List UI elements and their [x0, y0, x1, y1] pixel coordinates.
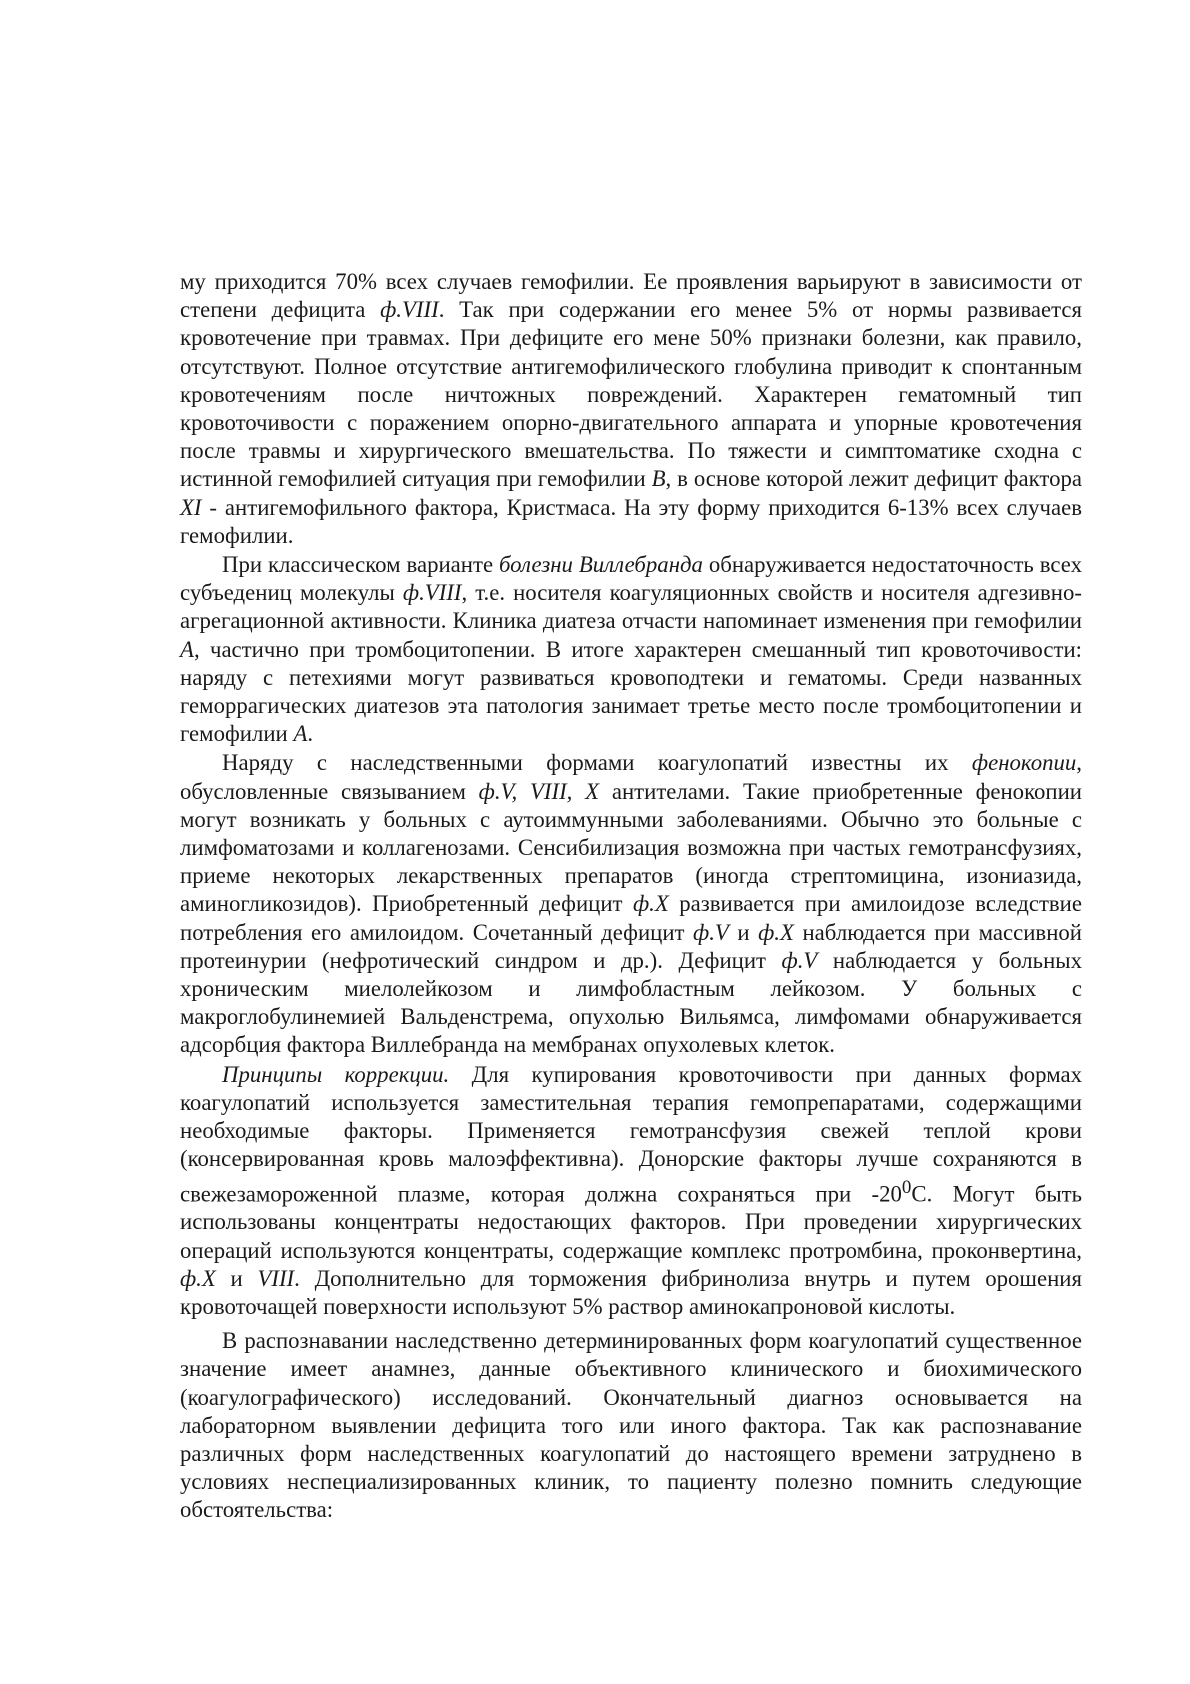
text-run: С. Могут быть использованы концентраты недостающих факторов. При проведении хирургических операций используются концентраты, содержащие комплекс протромбина, проконвертина, — [180, 1181, 1082, 1263]
text-run: антителами. Такие приобретенные фенокопии могут возникать у больных с аутоиммунными заболеваниями. Обычно это больные с лимфоматозами и коллагенозами. Сенсибилизация возможна при частых гемотрансфузиях, приеме некоторых лекарственных препаратов (иногда стрептомицина, изониазида, аминогликозидов). Приобретенный дефицит — [180, 778, 1082, 917]
text-run: Для купирования кровоточивости при данных формах коагулопатий используется заместительная терапия гемопрепаратами, содержащими необходимые факторы. Применяется гемотрансфузия свежей теплой крови (консервированная кровь малоэффективна). Донорские факторы лучше сохраняются в свежезамороженной плазме, которая должна сохраняться при -20 — [180, 1061, 1082, 1207]
text-run: . Дополнительно для торможения фибринолиза внутрь и путем орошения кровоточащей поверхности используют 5% раствор аминокапроновой кислоты. — [180, 1265, 1082, 1319]
superscript: 0 — [901, 1176, 912, 1198]
text-run: развивается при амилоидозе вследствие потребления его амилоидом. Сочетанный дефицит — [180, 891, 1082, 945]
text-run: наблюдается у больных хроническим миелолейкозом и лимфобластным лейкозом. У больных с макроглобулинемией Вальденстрема, опухолью Вильямса, лимфомами обнаруживается адсорбция фактора Виллебранда на мембранах опухолевых клеток. — [180, 947, 1082, 1058]
text-run: , т.е. носителя коагуляционных свойств и носителя адгезивно-агрегационной активности. Клиника диатеза отчасти напоминает изменения при гемофилии — [180, 580, 1082, 634]
paragraph-phenocopies — [180, 749, 1082, 1059]
text-run: В распознавании наследственно детерминированных форм коагулопатий существенное значение имеет анамнез, данные объективного клинического и биохимического (коагулографического) исследований. Окончательный диагноз основывается на лабораторном выявлении дефицита того или иного фактора. Так как распознавание различных форм наследственных коагулопатий до настоящего времени затруднено в условиях неспециализированных клиник, то пациенту полезно помнить следующие обстоятельства: — [180, 1328, 1082, 1523]
italic-term: VIII — [257, 1265, 295, 1291]
text-run: наблюдается при массивной протеинурии (нефротический синдром и др.). Дефицит — [180, 919, 1082, 973]
italic-term: Принципы коррекции. — [222, 1061, 450, 1087]
text-run: , обусловленные связыванием — [180, 750, 1082, 804]
text-run: обнаруживается недостаточность всех субъедениц молекулы — [180, 552, 1082, 606]
text-run: , частично при тромбоцитопении. В итоге характерен смешанный тип кровоточивости: наряду с петехиями могут развиваться кровоподтеки и гематомы. Среди названных геморрагических диатезов эта патология занимает третье место после тромбоцитопении и гемофилии — [180, 636, 1082, 747]
text-run: - антигемофильного фактора, Кристмаса. На эту форму приходится 6-13% всех случаев гемофилии. — [180, 494, 1082, 548]
italic-term: ф.VIII — [380, 297, 439, 323]
text-run: При классическом варианте — [222, 552, 499, 578]
italic-term: A — [293, 721, 308, 747]
text-run: . — [307, 721, 314, 747]
italic-term: ф.X — [632, 891, 669, 917]
text-run: , в основе которой лежит дефицит фактора — [665, 466, 1082, 492]
italic-term: B — [651, 466, 666, 492]
text-run: Наряду с наследственными формами коагулопатий известны их — [222, 750, 972, 776]
italic-term: ф.V — [781, 947, 818, 973]
italic-term: ф.VIII — [402, 580, 462, 606]
paragraph-willebrand — [180, 551, 1082, 748]
document-page — [180, 268, 1082, 1525]
paragraph-correction-principles — [180, 1061, 1082, 1321]
italic-term: ф.V, VIII, X — [478, 778, 600, 804]
italic-term: ф.X — [758, 919, 794, 945]
italic-term: ф.V — [693, 919, 729, 945]
text-run: . Так при содержании его менее 5% от нормы развивается кровотечение при травмах. При дефиците его мене 50% признаки болезни, как правило, отсутствуют. Полное отсутствие антигемофилического глобулина приводит к спонтанным кровотечениям после ничтожных повреждений. Характерен гематомный тип кровоточивости с поражением опорно-двигательного аппарата и упорные кровотечения после травмы и хирургического вмешательства. По тяжести и симптоматике сходна с истинной гемофилией ситуация при гемофилии — [180, 297, 1082, 492]
italic-term: болезни Виллебранда — [499, 552, 703, 578]
italic-term: фенокопии — [971, 750, 1077, 776]
text-run: и — [728, 919, 759, 945]
italic-term: XI — [180, 494, 202, 520]
italic-term: A — [180, 636, 194, 662]
paragraph-diagnosis — [180, 1327, 1082, 1524]
paragraph-hemophilia — [180, 268, 1082, 550]
text-run: и — [215, 1265, 258, 1291]
text-run: му приходится 70% всех случаев гемофилии. Ее проявления варьируют в зависимости от степени дефицита — [180, 269, 1082, 323]
italic-term: ф.X — [180, 1265, 216, 1291]
